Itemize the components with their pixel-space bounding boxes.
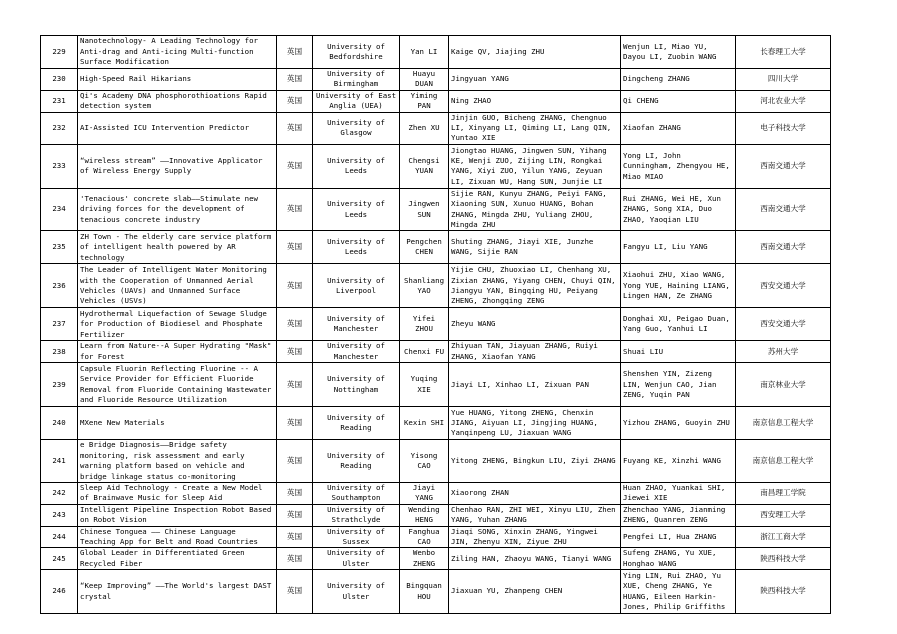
project-title-cell: Chinese Tonguea —— Chinese Language Teaching App for Belt and Road Countries [78,526,277,548]
home-school-cell: 西安理工大学 [736,504,831,526]
country-cell: 英国 [277,112,313,144]
advisors-cell: Dingcheng ZHANG [621,69,736,91]
row-number-cell: 237 [41,308,78,341]
country-cell: 英国 [277,231,313,264]
team-leader-cell: Pengchen CHEN [400,231,449,264]
team-members-cell: Zhiyuan TAN, Jiayuan ZHANG, Ruiyi ZHANG, Xiaofan YANG [449,341,621,363]
team-members-cell: Chenhao RAN, ZHI WEI, Xinyu LIU, Zhen YANG, Yuhan ZHANG [449,504,621,526]
home-school-cell: 西南交通大学 [736,231,831,264]
country-cell: 英国 [277,90,313,112]
team-leader-cell: Yisong CAO [400,440,449,483]
home-school-cell: 陕西科技大学 [736,548,831,570]
country-cell: 英国 [277,69,313,91]
team-members-cell: Jiayi LI, Xinhao LI, Zixuan PAN [449,363,621,407]
advisors-cell: Ying LIN, Rui ZHAO, Yu XUE, Cheng ZHANG, Ye HUANG, Eileen Harkin-Jones, Philip Griffiths [621,570,736,614]
project-title-cell: The Leader of Intelligent Water Monitoring with the Cooperation of Unmanned Aerial Vehicles (UAVs) and Unmanned Surface Vehicles (USVs) [78,264,277,308]
country-cell: 英国 [277,264,313,308]
university-cell: University of Glasgow [313,112,400,144]
advisors-cell: Donghai XU, Peigao Duan, Yang Guo, Yanhui LI [621,308,736,341]
team-leader-cell: Zhen XU [400,112,449,144]
team-leader-cell: Fanghua CAO [400,526,449,548]
advisors-cell: Pengfei LI, Hua ZHANG [621,526,736,548]
university-cell: University of Liverpool [313,264,400,308]
team-leader-cell: Jiayi YANG [400,482,449,504]
project-title-cell: High-Speed Rail Hikarians [78,69,277,91]
country-cell: 英国 [277,482,313,504]
project-title-cell: ZH Town - The elderly care service platform of intelligent health powered by AR technology [78,231,277,264]
country-cell: 英国 [277,548,313,570]
team-leader-cell: Kexin SHI [400,407,449,440]
advisors-cell: Wenjun LI, Miao YU, Dayou LI, Zuobin WANG [621,36,736,69]
advisors-cell: Shuai LIU [621,341,736,363]
row-number-cell: 240 [41,407,78,440]
advisors-cell: Huan ZHAO, Yuankai SHI, Jiewei XIE [621,482,736,504]
advisors-cell: Xiaofan ZHANG [621,112,736,144]
team-members-cell: Ning ZHAO [449,90,621,112]
advisors-cell: Qi CHENG [621,90,736,112]
row-number-cell: 235 [41,231,78,264]
team-leader-cell: Chengsi YUAN [400,144,449,188]
row-number-cell: 242 [41,482,78,504]
home-school-cell: 苏州大学 [736,341,831,363]
table-row [41,188,831,231]
country-cell: 英国 [277,526,313,548]
team-members-cell: Jiaxuan YU, Zhanpeng CHEN [449,570,621,614]
table-row [41,69,831,91]
team-members-cell: Yitong ZHENG, Bingkun LIU, Ziyi ZHANG [449,440,621,483]
university-cell: University of Strathclyde [313,504,400,526]
team-members-cell: Yijie CHU, Zhuoxiao LI, Chenhang XU, Zixian ZHANG, Yiyang CHEN, Chuyi QIN, Jiangyu YAN, Bingqing HU, Peiyang ZHENG, Zhongqing ZENG [449,264,621,308]
team-leader-cell: Chenxi FU [400,341,449,363]
team-leader-cell: Wending HENG [400,504,449,526]
row-number-cell: 238 [41,341,78,363]
table-row [41,440,831,483]
home-school-cell: 浙江工商大学 [736,526,831,548]
advisors-cell: Zhenchao YANG, Jianming ZHENG, Quanren ZENG [621,504,736,526]
table-row [41,341,831,363]
table-row [41,231,831,264]
country-cell: 英国 [277,363,313,407]
university-cell: University of Reading [313,440,400,483]
table-row [41,363,831,407]
advisors-cell: Rui ZHANG, Wei HE, Xun ZHANG, Song XIA, Duo ZHAO, Yaoqian LIU [621,188,736,231]
table-row [41,36,831,69]
country-cell: 英国 [277,144,313,188]
university-cell: University of Nottingham [313,363,400,407]
university-cell: University of Southampton [313,482,400,504]
home-school-cell: 河北农业大学 [736,90,831,112]
row-number-cell: 241 [41,440,78,483]
table-row [41,308,831,341]
home-school-cell: 陕西科技大学 [736,570,831,614]
home-school-cell: 电子科技大学 [736,112,831,144]
project-title-cell: Learn from Nature--A Super Hydrating "Mask" for Forest [78,341,277,363]
home-school-cell: 西安交通大学 [736,308,831,341]
team-leader-cell: Yuqing XIE [400,363,449,407]
team-leader-cell: Bingquan HOU [400,570,449,614]
team-members-cell: Zheyu WANG [449,308,621,341]
home-school-cell: 南京信息工程大学 [736,440,831,483]
project-title-cell: Global Leader in Differentiated Green Recycled Fiber [78,548,277,570]
university-cell: University of East Anglia (UEA) [313,90,400,112]
country-cell: 英国 [277,308,313,341]
country-cell: 英国 [277,407,313,440]
advisors-cell: Sufeng ZHANG, Yu XUE, Honghao WANG [621,548,736,570]
row-number-cell: 230 [41,69,78,91]
country-cell: 英国 [277,188,313,231]
row-number-cell: 234 [41,188,78,231]
home-school-cell: 南京信息工程大学 [736,407,831,440]
project-title-cell: AI-Assisted ICU Intervention Predictor [78,112,277,144]
table-row [41,548,831,570]
home-school-cell: 西南交通大学 [736,144,831,188]
university-cell: University of Ulster [313,570,400,614]
table-row [41,504,831,526]
home-school-cell: 四川大学 [736,69,831,91]
row-number-cell: 244 [41,526,78,548]
university-cell: University of Leeds [313,188,400,231]
team-members-cell: Jiaqi SONG, Xinxin ZHANG, Yingwei JIN, Zhenyu XIN, Ziyue ZHU [449,526,621,548]
university-cell: University of Leeds [313,231,400,264]
advisors-cell: Fuyang KE, Xinzhi WANG [621,440,736,483]
team-members-cell: Kaige QV, Jiajing ZHU [449,36,621,69]
team-members-cell: Ziling HAN, Zhaoyu WANG, Tianyi WANG [449,548,621,570]
registration-table [40,35,831,614]
project-title-cell: Qi's Academy DNA phosphorothioations Rapid detection system [78,90,277,112]
project-title-cell: MXene New Materials [78,407,277,440]
project-title-cell: Capsule Fluorin Reflecting Fluorine -- A Service Provider for Efficient Fluoride Removal from Fluoride Containing Wastewater and Fluoride Resource Utilization [78,363,277,407]
table-body [41,36,831,614]
advisors-cell: Fangyu LI, Liu YANG [621,231,736,264]
university-cell: University of Ulster [313,548,400,570]
country-cell: 英国 [277,504,313,526]
table-row [41,482,831,504]
table-row [41,144,831,188]
team-members-cell: Jingyuan YANG [449,69,621,91]
team-members-cell: Shuting ZHANG, Jiayi XIE, Junzhe WANG, Sijie RAN [449,231,621,264]
table-row [41,264,831,308]
country-cell: 英国 [277,341,313,363]
row-number-cell: 236 [41,264,78,308]
team-leader-cell: Yiming PAN [400,90,449,112]
advisors-cell: Yizhou ZHANG, Guoyin ZHU [621,407,736,440]
table-row [41,526,831,548]
project-title-cell: “Keep Improving” ——The World's largest DAST crystal [78,570,277,614]
advisors-cell: Xiaohui ZHU, Xiao WANG, Yong YUE, Haining LIANG, Lingen HAN, Ze ZHANG [621,264,736,308]
table-row [41,570,831,614]
home-school-cell: 南京林业大学 [736,363,831,407]
row-number-cell: 245 [41,548,78,570]
row-number-cell: 233 [41,144,78,188]
team-leader-cell: Jingwen SUN [400,188,449,231]
home-school-cell: 西安交通大学 [736,264,831,308]
team-members-cell: Xiaorong ZHAN [449,482,621,504]
home-school-cell: 南昌理工学院 [736,482,831,504]
project-title-cell: 'Tenacious' concrete slab——Stimulate new driving forces for the development of tenacious concrete industry [78,188,277,231]
team-members-cell: Jinjin GUO, Bicheng ZHANG, Chengnuo LI, Xinyang LI, Qiming LI, Lang QIN, Yuntao XIE [449,112,621,144]
project-title-cell: Sleep Aid Technology - Create a New Model of Brainwave Music for Sleep Aid [78,482,277,504]
country-cell: 英国 [277,36,313,69]
table-row [41,90,831,112]
row-number-cell: 232 [41,112,78,144]
project-title-cell: e Bridge Diagnosis——Bridge safety monitoring, risk assessment and early warning platform based on vehicle and bridge linkage status co-monitoring [78,440,277,483]
university-cell: University of Sussex [313,526,400,548]
home-school-cell: 长春理工大学 [736,36,831,69]
advisors-cell: Yong LI, John Cunningham, Zhengyou HE, Miao MIAO [621,144,736,188]
country-cell: 英国 [277,440,313,483]
country-cell: 英国 [277,570,313,614]
university-cell: University of Bedfordshire [313,36,400,69]
project-title-cell: Nanotechnology- A Leading Technology for Anti-drag and Anti-icing Multi-function Surface Modification [78,36,277,69]
team-leader-cell: Huayu DUAN [400,69,449,91]
university-cell: University of Birmingham [313,69,400,91]
team-leader-cell: Yan LI [400,36,449,69]
team-members-cell: Jiongtao HUANG, Jingwen SUN, Yihang KE, Wenji ZUO, Zijing LIN, Rongkai YANG, Xiyi ZUO, Yilun YANG, Zeyuan LI, Zixuan WU, Hang SUN, Junjie LI [449,144,621,188]
team-members-cell: Sijie RAN, Kunyu ZHANG, Peiyi FANG, Xiaoning SUN, Xunuo HUANG, Bohan ZHANG, Mingda ZHU, Yuliang ZHOU, Mingda ZHU [449,188,621,231]
team-leader-cell: Shanliang YAO [400,264,449,308]
university-cell: University of Manchester [313,308,400,341]
row-number-cell: 231 [41,90,78,112]
advisors-cell: Shenshen YIN, Zizeng LIN, Wenjun CAO, Jian ZENG, Yuqin PAN [621,363,736,407]
university-cell: University of Reading [313,407,400,440]
row-number-cell: 239 [41,363,78,407]
home-school-cell: 西南交通大学 [736,188,831,231]
team-leader-cell: Wenbo ZHENG [400,548,449,570]
project-title-cell: Hydrothermal Liquefaction of Sewage Sludge for Production of Biodiesel and Phosphate Fertilizer [78,308,277,341]
row-number-cell: 246 [41,570,78,614]
table-row [41,407,831,440]
university-cell: University of Leeds [313,144,400,188]
university-cell: University of Manchester [313,341,400,363]
row-number-cell: 243 [41,504,78,526]
team-leader-cell: Yifei ZHOU [400,308,449,341]
row-number-cell: 229 [41,36,78,69]
project-title-cell: “wireless stream” ——Innovative Applicator of Wireless Energy Supply [78,144,277,188]
table-row [41,112,831,144]
project-title-cell: Intelligent Pipeline Inspection Robot Based on Robot Vision [78,504,277,526]
team-members-cell: Yue HUANG, Yitong ZHENG, Chenxin JIANG, Aiyuan LI, Jingjing HUANG, Yanqinpeng LU, Jiaxuan WANG [449,407,621,440]
